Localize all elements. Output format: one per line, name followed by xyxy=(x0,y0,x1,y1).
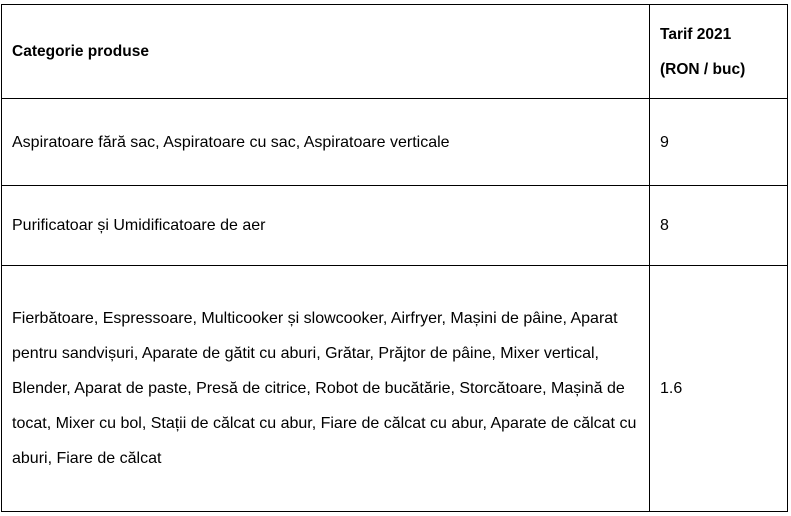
table-header-row xyxy=(2,5,788,99)
header-tariff xyxy=(650,5,788,99)
row-tariff: 8 xyxy=(650,186,788,266)
header-category-label: Categorie produse xyxy=(12,43,149,60)
row-tariff: 9 xyxy=(650,99,788,186)
row-category: Purificatoar și Umidificatoare de aer xyxy=(2,186,650,266)
row-category: Fierbătoare, Espressoare, Multicooker și slowcooker, Airfryer, Mașini de pâine, Aparat pentru sandvișuri, Aparate de gătit cu aburi, Grătar, Prăjtor de pâine, Mixer vertical, Blender, Aparat de paste, Presă de citrice, Robot de bucătărie, Storcătoare, Mașină de tocat, Mixer cu bol, Stații de călcat cu abur, Fiare de călcat cu abur, Aparate de călcat cu aburi, Fiare de călcat xyxy=(2,266,650,512)
header-tariff-unit: (RON / buc) xyxy=(660,60,746,78)
tariff-table xyxy=(1,4,788,512)
table-row xyxy=(2,266,788,512)
row-tariff: 1.6 xyxy=(650,266,788,512)
table-row xyxy=(2,99,788,186)
row-category: Aspiratoare fără sac, Aspiratoare cu sac, Aspiratoare verticale xyxy=(2,99,650,186)
header-category xyxy=(2,5,650,99)
header-tariff-year: Tarif 2021 xyxy=(660,25,732,43)
table-row xyxy=(2,186,788,266)
